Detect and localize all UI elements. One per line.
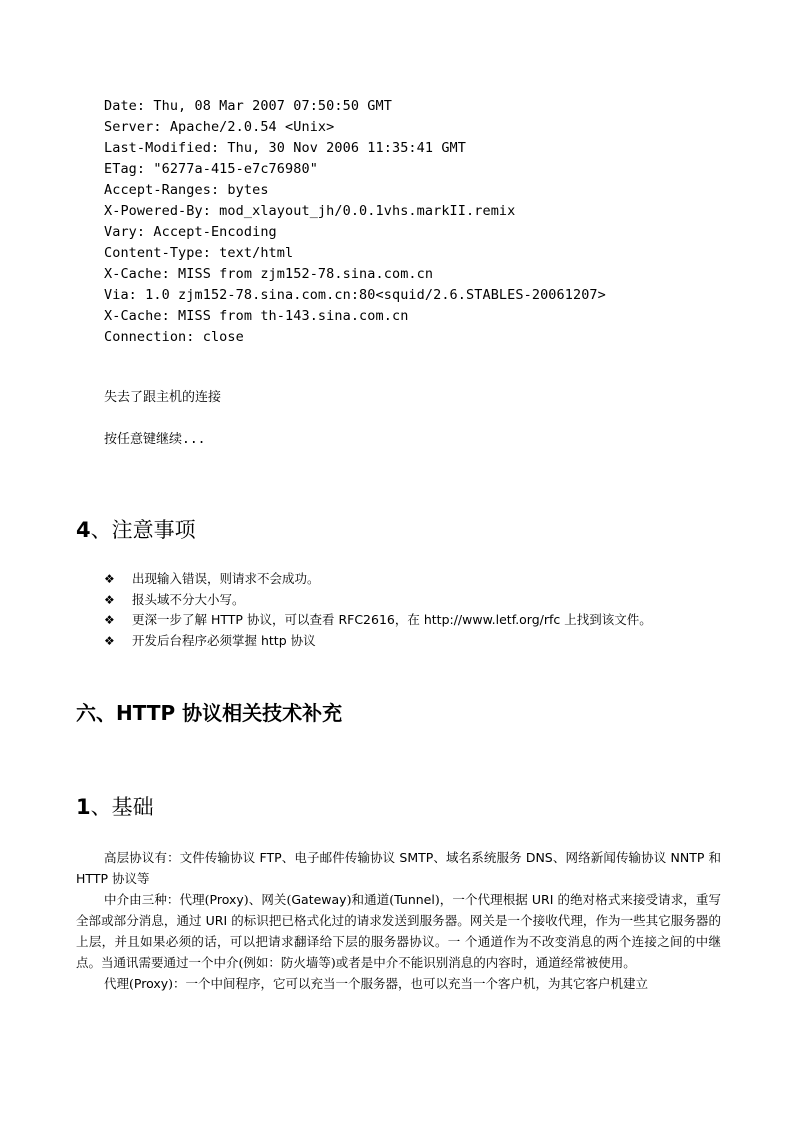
header-line: X-Cache: MISS from th-143.sina.com.cn [104, 308, 409, 324]
diamond-bullet-icon: ❖ [104, 613, 115, 627]
text-run: URI [531, 892, 554, 907]
header-line: Connection: close [104, 329, 244, 345]
text-run: 的绝对格式来接受请求，重写全部或部分消息，通过 [76, 892, 721, 928]
text-run: Proxy [209, 892, 244, 907]
text-run: 上找到该文件。 [560, 612, 652, 627]
header-line: Last-Modified: Thu, 30 Nov 2006 11:35:41 GMT [104, 140, 467, 156]
text-run: HTTP [76, 871, 108, 886]
list-item-text [132, 631, 724, 652]
paragraph [76, 973, 721, 994]
text-run: 代理( [104, 976, 134, 991]
section-number: 1 [76, 795, 91, 819]
header-line: Date: Thu, 08 Mar 2007 07:50:50 GMT [104, 98, 392, 114]
text-run: 开发后台程序必须掌握 [132, 632, 261, 648]
text-run: 高层协议有：文件传输协议 [104, 850, 260, 865]
header-line: Accept-Ranges: bytes [104, 182, 269, 198]
header-line: Content-Type: text/html [104, 245, 294, 261]
section-title: 、注意事项 [90, 518, 196, 542]
text-run: 报头域不分大小写。 [132, 591, 245, 607]
text-run: http [260, 632, 287, 648]
text-run: 协议 [286, 632, 316, 648]
text-run: 的标识把已格式化过的请求发送到服务器。网关是一个接收代理，作为一些其它服务器的上层，并且如果必须的话，可以把请求翻译给下层的服务器协议。一 个通道作为不改变消息的两个连接之间的中继点。当通讯需要通过一个中介(例如：防火墙等)或者是中介不能识别消息的内容时，通道经常被使用。 [76, 913, 721, 970]
header-line: Via: 1.0 zjm152-78.sina.com.cn:80<squid/2.6.STABLES-20061207> [104, 287, 606, 303]
header-line: X-Powered-By: mod_xlayout_jh/0.0.1vhs.markII.remix [104, 203, 516, 219]
text-run: RFC2616 [338, 612, 395, 627]
text-run: 协议，可以查看 [242, 612, 339, 627]
list-item [104, 590, 724, 611]
section-heading-basics [76, 793, 154, 821]
http-response-headers [104, 96, 744, 348]
section-number: 4 [76, 518, 91, 542]
list-item [104, 569, 724, 590]
text-run: )、网关( [243, 892, 292, 907]
press-key-dots: ... [182, 432, 206, 447]
press-key-text: 按任意键继续 [104, 432, 183, 447]
text-run: DNS [525, 850, 553, 865]
header-line: Server: Apache/2.0.54 <Unix> [104, 119, 335, 135]
text-run: 协议等 [108, 871, 150, 886]
header-line: Vary: Accept-Encoding [104, 224, 277, 240]
text-run: 出现输入错误，则请求不会成功。 [132, 571, 320, 586]
text-run: 、网络新闻传输协议 [552, 850, 671, 865]
header-line: ETag: "6277a-415-e7c76980" [104, 161, 318, 177]
press-key-message [104, 431, 206, 449]
text-run: )：一个中间程序，它可以充当一个服务器，也可以充当一个客户机，为其它客户机建立 [168, 976, 649, 991]
diamond-bullet-icon: ❖ [104, 633, 115, 648]
text-run: SMTP [399, 850, 434, 865]
paragraph [76, 889, 721, 973]
text-run: HTTP [210, 612, 243, 627]
diamond-bullet-icon: ❖ [104, 572, 115, 586]
text-run: ，在 [394, 612, 424, 627]
text-run: Gateway [291, 892, 347, 907]
list-item-text [132, 610, 724, 631]
section-title: 、基础 [90, 795, 154, 819]
text-run: Tunnel [394, 892, 435, 907]
body-text [76, 847, 721, 994]
notes-list [104, 569, 724, 651]
text-run: Proxy [133, 976, 169, 991]
text-run: FTP [259, 850, 282, 865]
diamond-bullet-icon: ❖ [104, 592, 115, 607]
text-run: 中介由三种：代理( [104, 892, 210, 907]
lost-connection-message: 失去了跟主机的连接 [104, 390, 222, 405]
section-heading-notes [76, 516, 196, 544]
text-run: )，一个代理根据 [434, 892, 532, 907]
list-item-text [132, 590, 724, 611]
header-line: X-Cache: MISS from zjm152-78.sina.com.cn [104, 266, 434, 282]
text-run: 、域名系统服务 [433, 850, 526, 865]
text-run: 更深一步了解 [132, 612, 211, 627]
list-item [104, 610, 724, 631]
chapter-heading: 六、HTTP 协议相关技术补充 [76, 701, 343, 725]
text-run: 、电子邮件传输协议 [281, 850, 400, 865]
list-item [104, 631, 724, 652]
text-run: URI [205, 913, 228, 928]
text-run: )和通道( [346, 892, 395, 907]
paragraph [76, 847, 721, 889]
list-item-text [132, 569, 724, 590]
text-run: 和 [704, 850, 721, 865]
text-run: NNTP [670, 850, 705, 865]
rfc-url-text: http://www.letf.org/rfc [423, 612, 561, 627]
